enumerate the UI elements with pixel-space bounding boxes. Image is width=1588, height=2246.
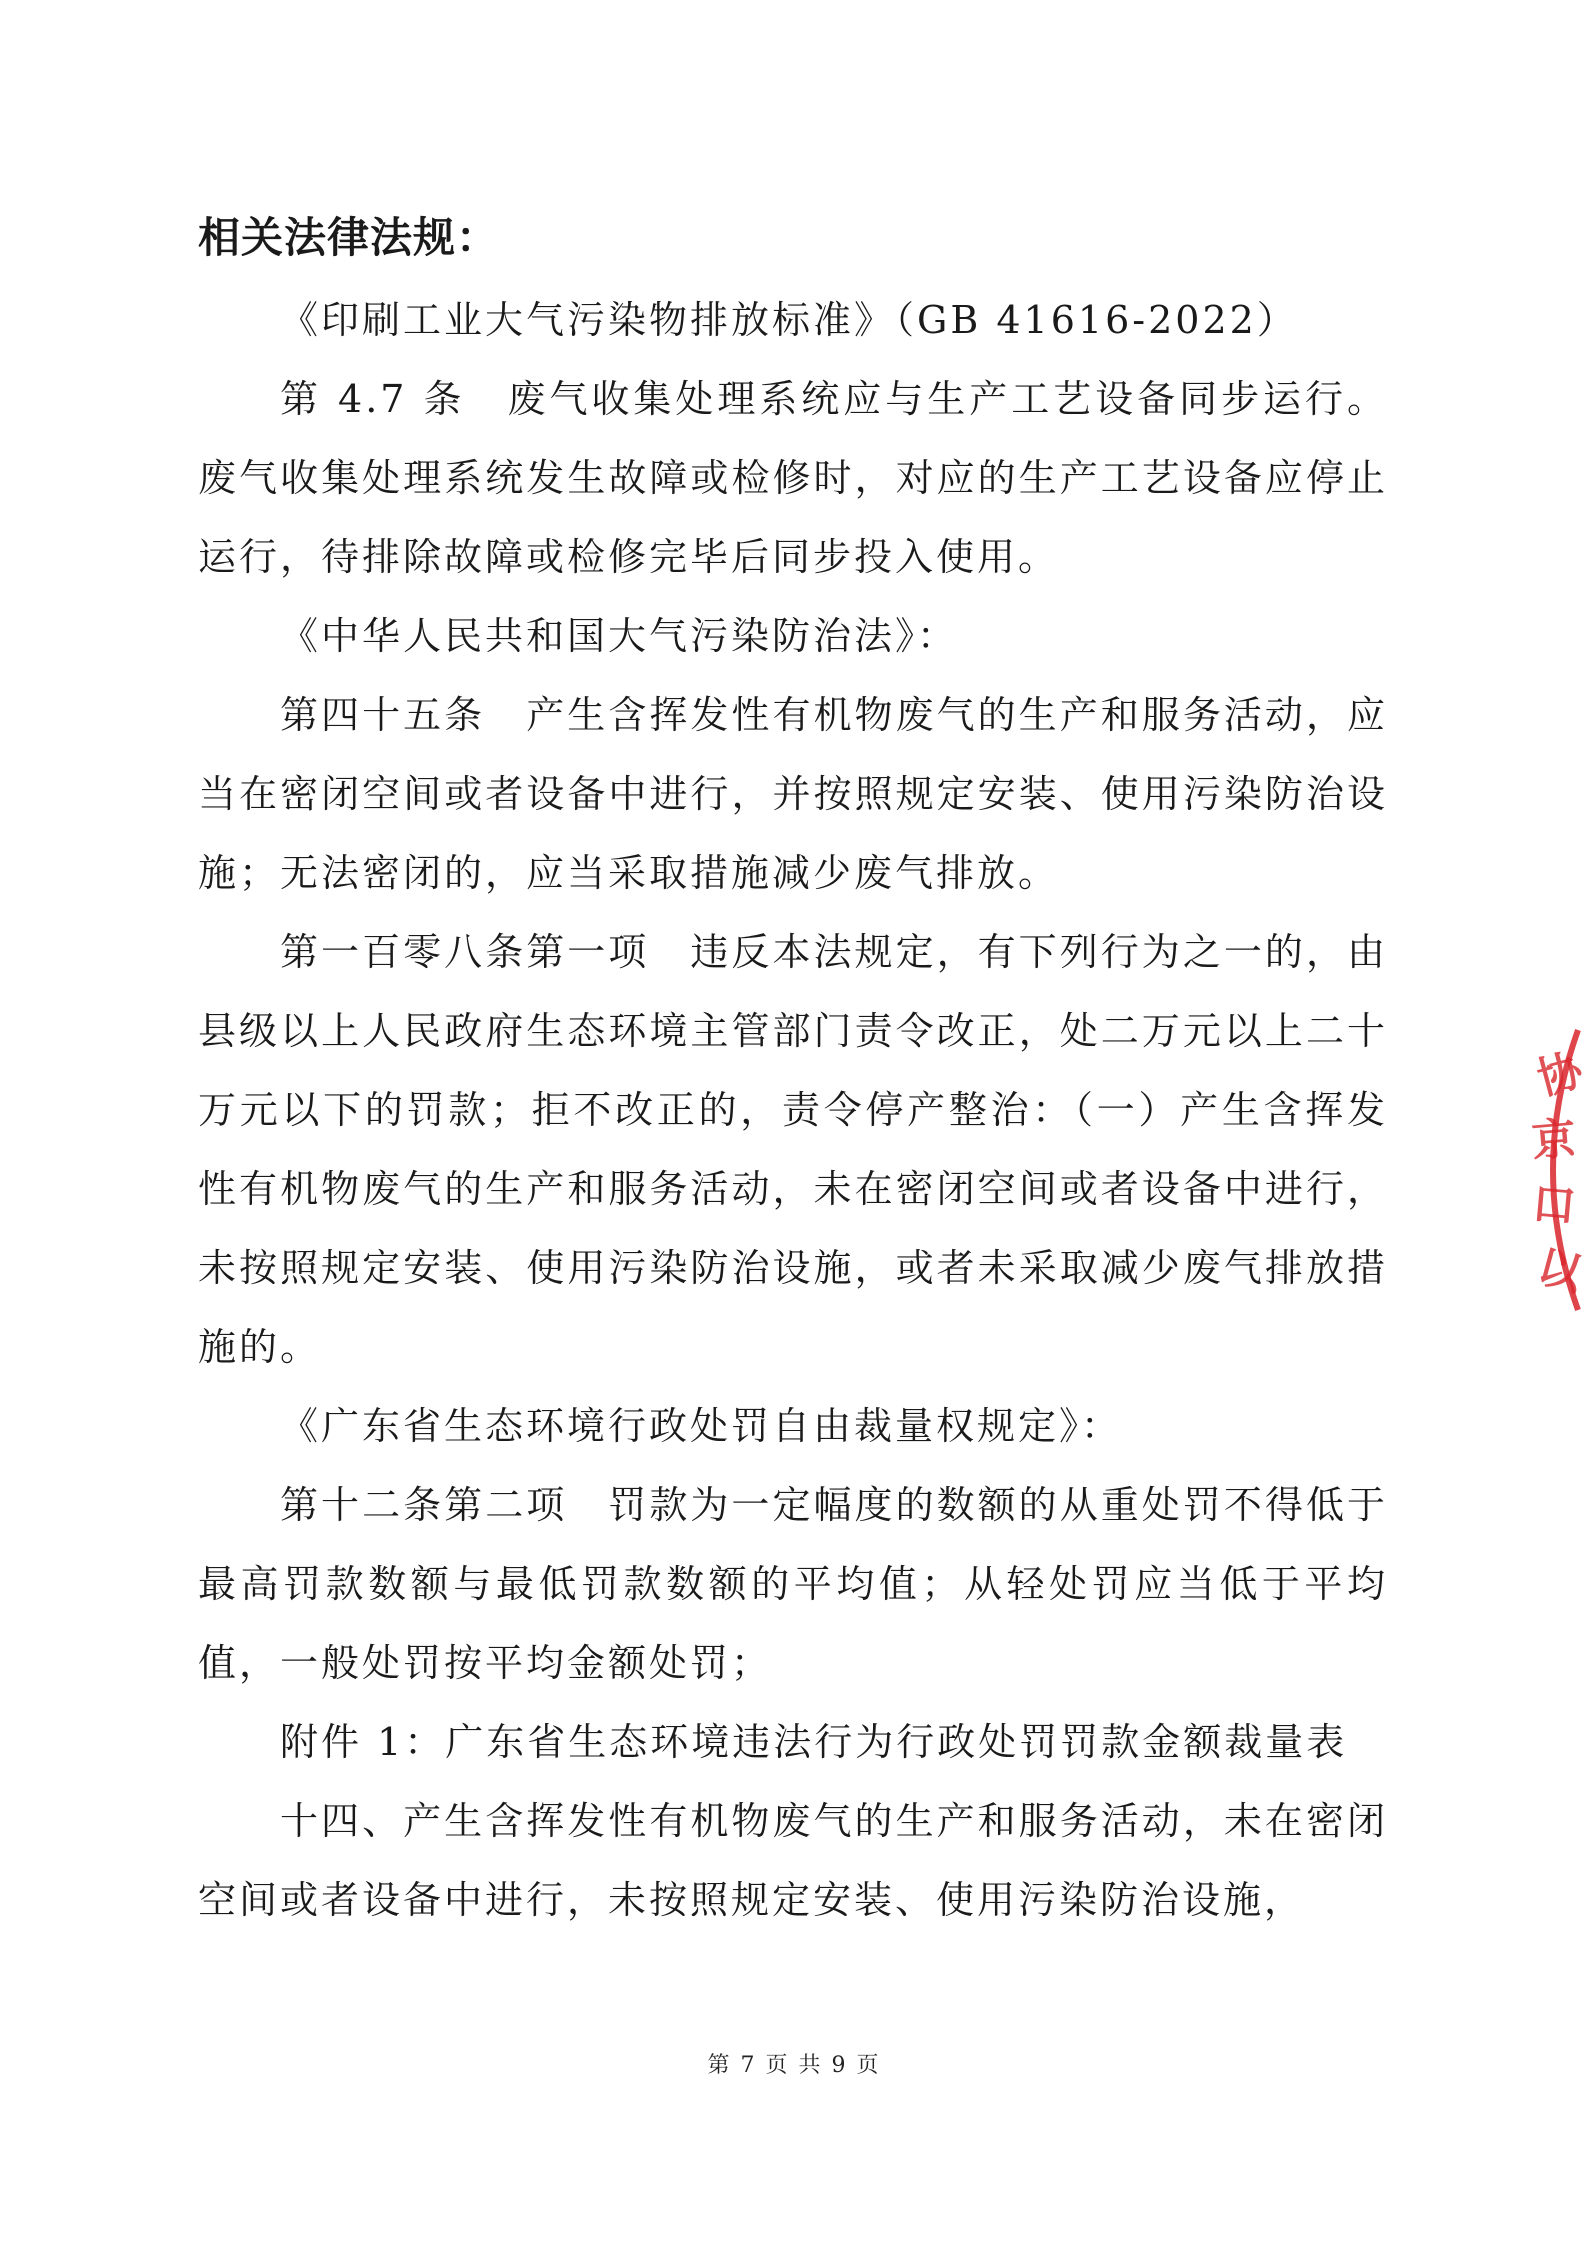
svg-text:京: 京 <box>1529 1113 1579 1168</box>
paragraph-article-4-7: 第 4.7 条 废气收集处理系统应与生产工艺设备同步运行。废气收集处理系统发生故障或检修时，对应的生产工艺设备应停止运行，待排除故障或检修完毕后同步投入使用。 <box>198 377 1388 579</box>
svg-text:以: 以 <box>1531 1240 1588 1302</box>
paragraph-standard-title: 《印刷工业大气污染物排放标准》（GB 41616-2022） <box>280 298 1298 342</box>
paragraph-article-108: 第一百零八条第一项 违反本法规定，有下列行为之一的，由县级以上人民政府生态环境主管部门责令改正，处二万元以上二十万元以下的罚款；拒不改正的，责令停产整治：（一）产生含挥发性有机物废气的生产和服务活动，未在密闭空间或者设备中进行，未按照规定安装、使用污染防治设施，或者未采取减少废气排放措施的。 <box>198 930 1388 1369</box>
svg-text:口: 口 <box>1529 1178 1579 1233</box>
seal-stamp-image <box>1518 1020 1588 1320</box>
paragraph-attachment-1: 附件 1：广东省生态环境违法行为行政处罚罚款金额裁量表 <box>280 1720 1348 1764</box>
document-body <box>198 205 1388 1940</box>
svg-text:协: 协 <box>1532 1044 1588 1106</box>
paragraph-regulation-title: 《广东省生态环境行政处罚自由裁量权规定》： <box>280 1404 1123 1448</box>
paragraph-item-14: 十四、产生含挥发性有机物废气的生产和服务活动，未在密闭空间或者设备中进行，未按照规定安装、使用污染防治设施， <box>198 1799 1388 1922</box>
section-heading: 相关法律法规： <box>198 213 500 262</box>
page-footer: 第 7 页 共 9 页 <box>707 2053 881 2078</box>
paragraph-law-title: 《中华人民共和国大气污染防治法》： <box>280 614 959 658</box>
paragraph-article-45: 第四十五条 产生含挥发性有机物废气的生产和服务活动，应当在密闭空间或者设备中进行，并按照规定安装、使用污染防治设施；无法密闭的，应当采取措施减少废气排放。 <box>198 693 1388 895</box>
paragraph-article-12: 第十二条第二项 罚款为一定幅度的数额的从重处罚不得低于最高罚款数额与最低罚款数额的平均值；从轻处罚应当低于平均值，一般处罚按平均金额处罚； <box>198 1483 1388 1685</box>
